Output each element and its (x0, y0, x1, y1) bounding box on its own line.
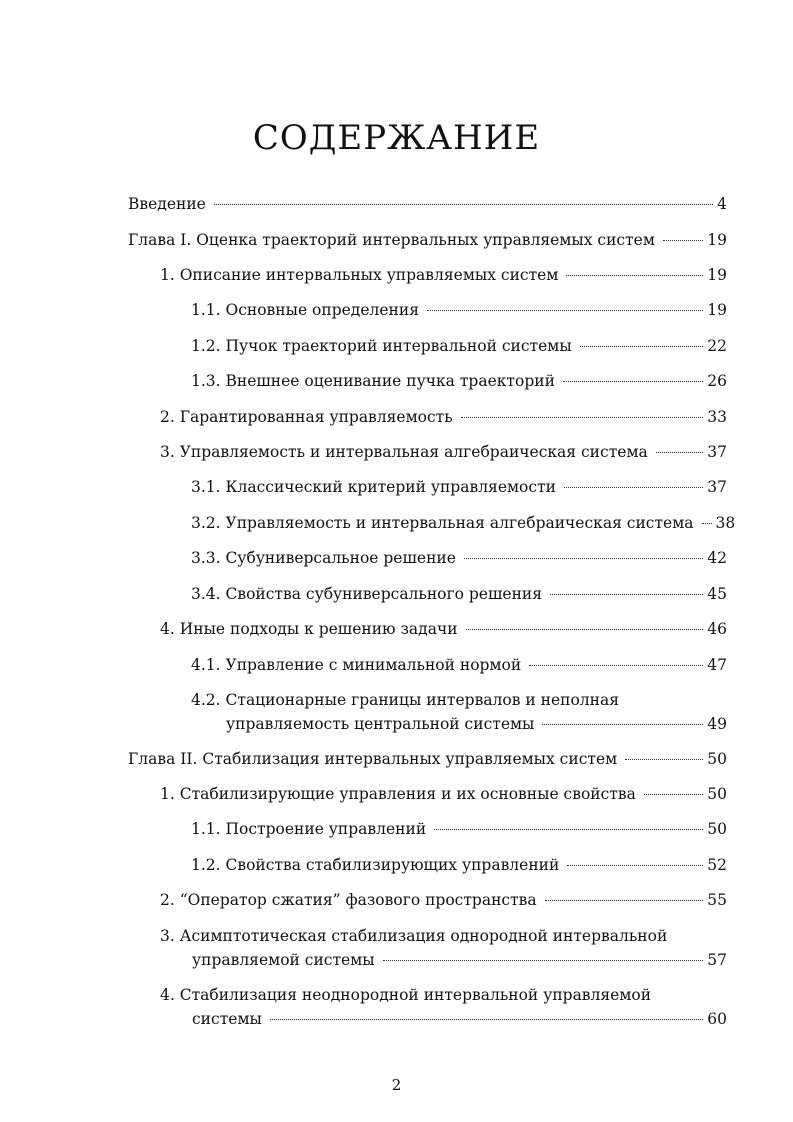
dot-leader (461, 417, 704, 418)
toc-entry-page: 50 (707, 750, 727, 768)
dot-leader (542, 724, 703, 725)
toc-entry-label-line1: 3. Асимптотическая стабилизация однородной интервальной (160, 927, 668, 945)
dot-leader (566, 275, 703, 276)
toc-entry-chapter-2[interactable] (128, 748, 727, 770)
toc-entry-page: 42 (707, 549, 727, 567)
toc-entry-subsection[interactable] (191, 689, 727, 735)
page-title: СОДЕРЖАНИЕ (252, 118, 541, 158)
toc-entry-section[interactable] (160, 264, 727, 286)
toc-entry-label: 4. Иные подходы к решению задачи (160, 620, 458, 638)
toc-entry-label-line2: управляемость центральной системы (226, 715, 535, 733)
toc-entry-section[interactable] (160, 441, 727, 463)
toc-entry-page: 26 (707, 372, 727, 390)
toc-entry-subsection[interactable] (191, 854, 727, 876)
toc-entry-label: 1.2. Свойства стабилизирующих управлений (191, 856, 560, 874)
toc-entry-page: 57 (707, 951, 727, 969)
toc-entry-page: 60 (707, 1010, 727, 1028)
toc-entry-page: 55 (707, 891, 727, 909)
dot-leader (656, 452, 704, 453)
toc-entry-section[interactable] (160, 925, 727, 971)
toc-entry-page: 19 (707, 231, 727, 249)
dot-leader (427, 310, 703, 311)
dot-leader (545, 900, 704, 901)
dot-leader (563, 381, 703, 382)
toc-entry-label: Глава II. Стабилизация интервальных управляемых систем (128, 750, 618, 768)
toc-entry-section[interactable] (160, 889, 727, 911)
dot-leader (383, 960, 704, 961)
toc-entry-label: 3.2. Управляемость и интервальная алгебраическая система (191, 514, 694, 532)
toc-entry-section[interactable] (160, 406, 727, 428)
toc-entry-page: 45 (707, 585, 727, 603)
toc-entry-page: 37 (707, 443, 727, 461)
toc-entry-label: 2. Гарантированная управляемость (160, 408, 453, 426)
dot-leader (663, 240, 703, 241)
toc-entry-subsection[interactable] (191, 818, 727, 840)
toc-entry-subsection[interactable] (191, 547, 727, 569)
toc-entry-subsection[interactable] (191, 512, 736, 534)
dot-leader (464, 558, 703, 559)
toc-entry-label: Глава I. Оценка траекторий интервальных управляемых систем (128, 231, 655, 249)
toc-entry-subsection[interactable] (191, 335, 727, 357)
dot-leader (580, 346, 704, 347)
toc-entry-page: 22 (707, 337, 727, 355)
toc-entry-introduction[interactable] (128, 193, 727, 215)
toc-entry-page: 49 (707, 715, 727, 733)
toc-entry-page: 46 (707, 620, 727, 638)
toc-entry-label: 1.3. Внешнее оценивание пучка траекторий (191, 372, 555, 390)
toc-entry-subsection[interactable] (191, 299, 727, 321)
toc-entry-page: 38 (715, 514, 736, 532)
dot-leader (270, 1019, 703, 1020)
toc-entry-section[interactable] (160, 783, 727, 805)
dot-leader (625, 759, 703, 760)
toc-entry-page: 52 (707, 856, 727, 874)
toc-entry-label-line1: 4.2. Стационарные границы интервалов и неполная (191, 691, 619, 709)
toc-entry-label: 2. “Оператор сжатия” фазового пространства (160, 891, 537, 909)
toc-entry-label: Введение (128, 195, 206, 213)
page-number: 2 (391, 1076, 402, 1094)
toc-entry-page: 33 (707, 408, 727, 426)
dot-leader (564, 487, 703, 488)
toc-entry-subsection[interactable] (191, 654, 727, 676)
toc-entry-subsection[interactable] (191, 583, 727, 605)
dot-leader (214, 204, 713, 205)
toc-entry-page: 50 (707, 820, 727, 838)
toc-entry-label: 3.3. Субуниверсальное решение (191, 549, 456, 567)
toc-entry-label-line1: 4. Стабилизация неоднородной интервальной управляемой (160, 986, 652, 1004)
toc-entry-subsection[interactable] (191, 476, 727, 498)
toc-entry-label: 4.1. Управление с минимальной нормой (191, 656, 522, 674)
toc-entry-label: 1.1. Основные определения (191, 301, 419, 319)
toc-entry-page: 47 (707, 656, 727, 674)
toc-entry-page: 50 (707, 785, 727, 803)
toc-entry-page: 19 (707, 266, 727, 284)
dot-leader (434, 829, 703, 830)
toc-entry-subsection[interactable] (191, 370, 727, 392)
toc-entry-page: 19 (707, 301, 727, 319)
dot-leader (466, 629, 704, 630)
toc-entry-label: 3. Управляемость и интервальная алгебраическая система (160, 443, 648, 461)
toc-entry-label: 3.4. Свойства субуниверсального решения (191, 585, 543, 603)
dot-leader (644, 794, 703, 795)
toc-entry-label-line2: системы (192, 1010, 262, 1028)
toc-entry-page: 37 (707, 478, 727, 496)
toc-entry-label: 3.1. Классический критерий управляемости (191, 478, 556, 496)
dot-leader (702, 523, 712, 524)
toc-entry-label: 1. Описание интервальных управляемых систем (160, 266, 559, 284)
toc-entry-chapter-1[interactable] (128, 229, 727, 251)
toc-entry-label-line2: управляемой системы (192, 951, 375, 969)
dot-leader (550, 594, 703, 595)
toc-entry-section[interactable] (160, 984, 727, 1030)
toc-entry-label: 1.1. Построение управлений (191, 820, 427, 838)
toc-entry-section[interactable] (160, 618, 727, 640)
toc-entry-label: 1. Стабилизирующие управления и их основные свойства (160, 785, 636, 803)
dot-leader (567, 865, 703, 866)
toc-entry-label: 1.2. Пучок траекторий интервальной системы (191, 337, 572, 355)
toc-entry-page: 4 (717, 195, 727, 213)
dot-leader (529, 665, 703, 666)
